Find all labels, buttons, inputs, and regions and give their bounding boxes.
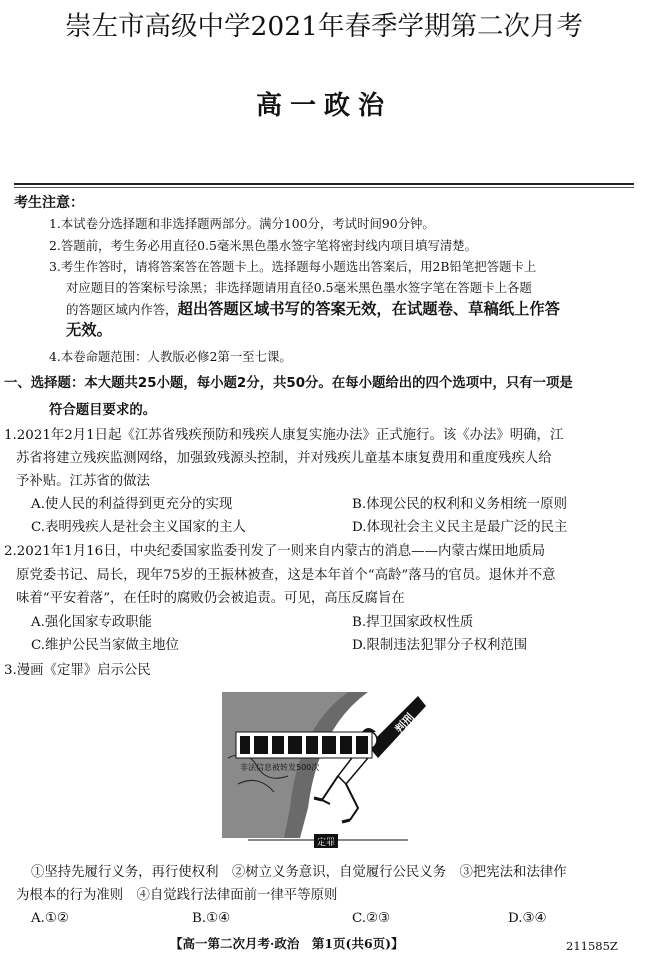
- q2-option-d: D.限制违法犯罪分子权利范围: [352, 638, 528, 653]
- notice-item-3-cont: 对应题目的答案标号涂黑；非选择题请用直径0.5毫米黑色墨水签字笔在答题卡上各题: [66, 280, 532, 295]
- q1-option-a: A.使人民的利益得到更充分的实现: [31, 497, 233, 512]
- header-rule-thick: [14, 183, 634, 185]
- footer-page-info: 【高一第二次月考·政治 第1页(共6页)】: [170, 936, 404, 951]
- comic-caption-text: 非法信息被转发500次: [240, 763, 320, 772]
- q1-line-2: 苏省将建立残疾监测网络，加强致残源头控制，并对残疾儿童基本康复费用和重度残疾人给: [16, 451, 552, 466]
- q3-option-c: C.②③: [352, 911, 391, 926]
- q3-statements-line-2: 为根本的行为准则 ④自觉践行法律面前一律平等原则: [16, 888, 338, 903]
- q1-option-d: D.体现社会主义民主是最广泛的民主: [352, 520, 568, 535]
- notice-item-1: 1.本试卷分选择题和非选择题两部分。满分100分，考试时间90分钟。: [49, 216, 435, 231]
- notice-heading: 考生注意：: [14, 195, 84, 211]
- exam-title: 崇左市高级中学2021年春季学期第二次月考: [65, 11, 583, 42]
- footer-code: 211585Z: [566, 939, 618, 953]
- q2-line-2: 原党委书记、局长，现年75岁的王振林被查，这是本年首个“高龄”落马的官员。退休并不意: [16, 568, 556, 583]
- q3-stem: 3.漫画《定罪》启示公民: [4, 663, 151, 678]
- q2-option-c: C.维护公民当家做主地位: [31, 638, 179, 653]
- q2-option-b: B.捍卫国家政权性质: [352, 615, 474, 630]
- header-rule-thin: [14, 187, 634, 188]
- notice-item-3-cont2: [66, 302, 560, 317]
- subject-title: 高一政治: [255, 91, 392, 121]
- q2-line-1: 2.2021年1月16日，中央纪委国家监委刊发了一则来自内蒙古的消息——内蒙古煤田地质局: [4, 544, 546, 559]
- q3-option-a: A.①②: [31, 911, 69, 926]
- q3-statements-line-1: ①坚持先履行义务，再行使权利 ②树立义务意识，自觉履行公民义务 ③把宪法和法律作: [31, 865, 567, 880]
- notice-item-3: 3.考生作答时，请将答案答在答题卡上。选择题每小题选出答案后，用2B铅笔把答题卡上: [49, 259, 537, 274]
- section-heading-cont: 符合题目要求的。: [49, 403, 157, 418]
- comic-stamp-text: 判刑: [392, 710, 417, 737]
- q3-option-d: D.③④: [508, 911, 547, 926]
- notice-item-3-bold: 超出答题区域书写的答案无效，在试题卷、草稿纸上作答: [177, 300, 560, 318]
- notice-item-2: 2.答题前，考生务必用直径0.5毫米黑色墨水签字笔将密封线内项目填写清楚。: [49, 238, 478, 253]
- q1-option-b: B.体现公民的权利和义务相统一原则: [352, 497, 567, 512]
- q1-line-1: 1.2021年2月1日起《江苏省残疾预防和残疾人康复实施办法》正式施行。该《办法》明确，江: [4, 428, 564, 443]
- notice-item-3-normal: 的答题区域内作答，: [66, 302, 178, 317]
- comic-image: [218, 688, 430, 850]
- q2-option-a: A.强化国家专政职能: [31, 615, 153, 630]
- section-heading: 一、选择题：本大题共25小题，每小题2分，共50分。在每小题给出的四个选项中，只有一项是: [4, 376, 573, 391]
- notice-item-3-bold-end: 无效。: [66, 321, 112, 339]
- q2-line-3: 味着“平安着落”，在任时的腐败仍会被追责。可见，高压反腐旨在: [16, 591, 405, 606]
- q3-option-b: B.①④: [192, 911, 231, 926]
- q1-option-c: C.表明残疾人是社会主义国家的主人: [31, 520, 246, 535]
- comic-title-text: 定罪: [317, 838, 336, 848]
- notice-item-4: 4.本卷命题范围：人教版必修2第一至七课。: [49, 349, 292, 364]
- q1-line-3: 予补贴。江苏省的做法: [16, 474, 150, 489]
